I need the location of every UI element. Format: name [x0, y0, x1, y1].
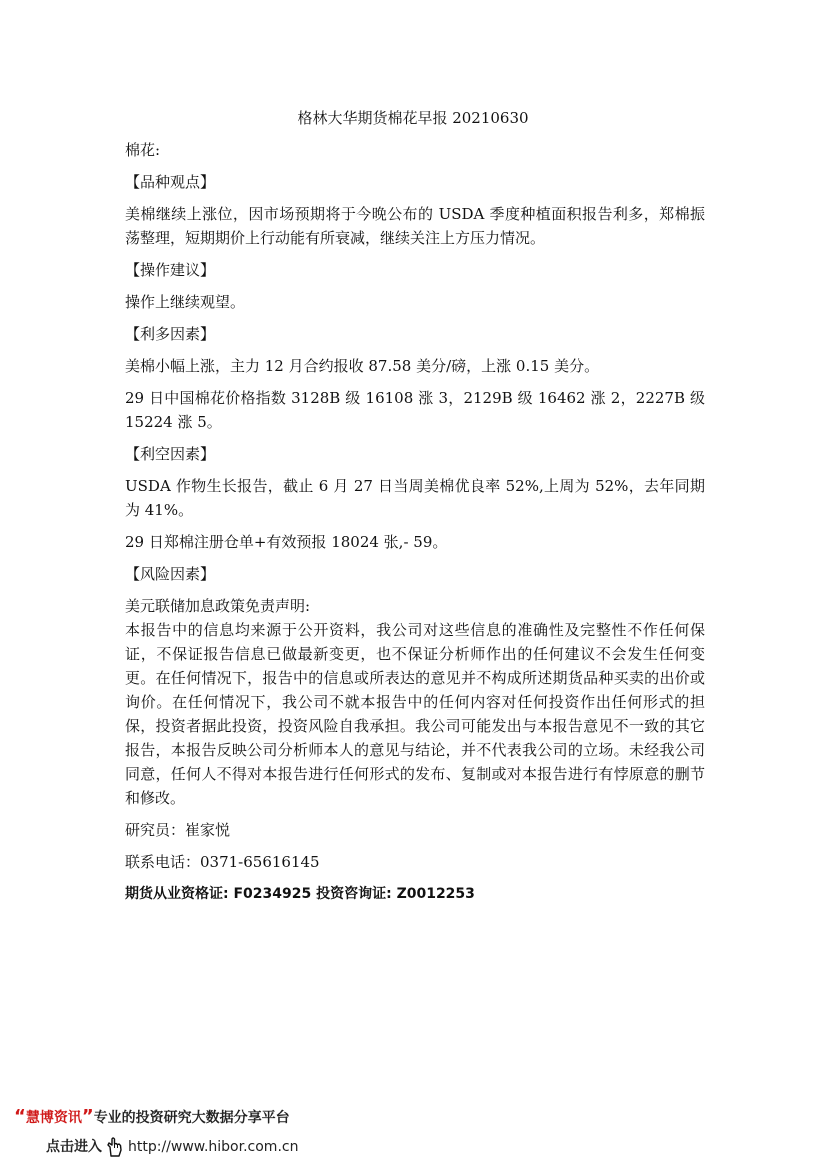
commodity-label: 棉花: [125, 141, 161, 159]
brand-name: 慧博资讯 [25, 1110, 82, 1126]
view-heading: 【品种观点】 [125, 173, 216, 191]
pointing-hand-icon [104, 1136, 126, 1158]
open-quote: “ [14, 1106, 26, 1127]
hibor-url-link[interactable]: http://www.hibor.com.cn [128, 1139, 299, 1155]
bearish-heading: 【利空因素】 [125, 445, 216, 463]
researcher-name: 研究员：崔家悦 [125, 821, 231, 839]
advice-heading: 【操作建议】 [125, 261, 216, 279]
view-text: 美棉继续上涨位，因市场预期将于今晚公布的 USDA 季度种植面积报告利多，郑棉振荡整理，短期期价上行动能有所衰减，继续关注上方压力情况。 [125, 205, 705, 247]
close-quote: ” [81, 1106, 94, 1127]
report-title: 格林大华期货棉花早报 20210630 [297, 109, 529, 127]
report-body [125, 138, 705, 914]
footer-link-line[interactable] [46, 1136, 414, 1158]
enter-label[interactable]: 点击进入 [46, 1139, 102, 1155]
bullish-heading: 【利多因素】 [125, 325, 216, 343]
advice-text: 操作上继续观望。 [125, 293, 246, 311]
risk-heading: 【风险因素】 [125, 565, 216, 583]
slogan: 专业的投资研究大数据分享平台 [93, 1110, 290, 1126]
bullish-item: 美棉小幅上涨，主力 12 月合约报收 87.58 美分/磅，上涨 0.15 美分。 [125, 357, 600, 375]
hibor-footer [14, 1107, 414, 1158]
disclaimer-text: 本报告中的信息均来源于公开资料，我公司对这些信息的准确性及完整性不作任何保证，不保证报告信息已做最新变更，也不保证分析师作出的任何建议不会发生任何变更。在任何情况下，报告中的信息或所表达的意见并不构成所述期货品种买卖的出价或询价。在任何情况下，我公司不就本报告中的任何内容对任何投资作出任何形式的担保，投资者据此投资，投资风险自我承担。我公司可能发出与本报告意见不一致的其它报告，本报告反映公司分析师本人的意见与结论，并不代表我公司的立场。未经我公司同意，任何人不得对本报告进行任何形式的发布、复制或对本报告进行有悖原意的删节和修改。 [125, 621, 705, 807]
risk-text: 美元联储加息政策免责声明: [125, 597, 311, 615]
bearish-item: 29 日郑棉注册仓单+有效预报 18024 张,- 59。 [125, 533, 448, 551]
bullish-item: 29 日中国棉花价格指数 3128B 级 16108 涨 3，2129B 级 16462 涨 2，2227B 级 15224 涨 5。 [125, 389, 705, 431]
footer-slogan-line [14, 1107, 414, 1128]
bearish-item: USDA 作物生长报告，截止 6 月 27 日当周美棉优良率 52%,上周为 52%，去年同期为 41%。 [125, 477, 705, 519]
qualification-numbers: 期货从业资格证: F0234925 投资咨询证: Z0012253 [125, 886, 475, 902]
contact-phone: 联系电话：0371-65616145 [125, 853, 320, 871]
